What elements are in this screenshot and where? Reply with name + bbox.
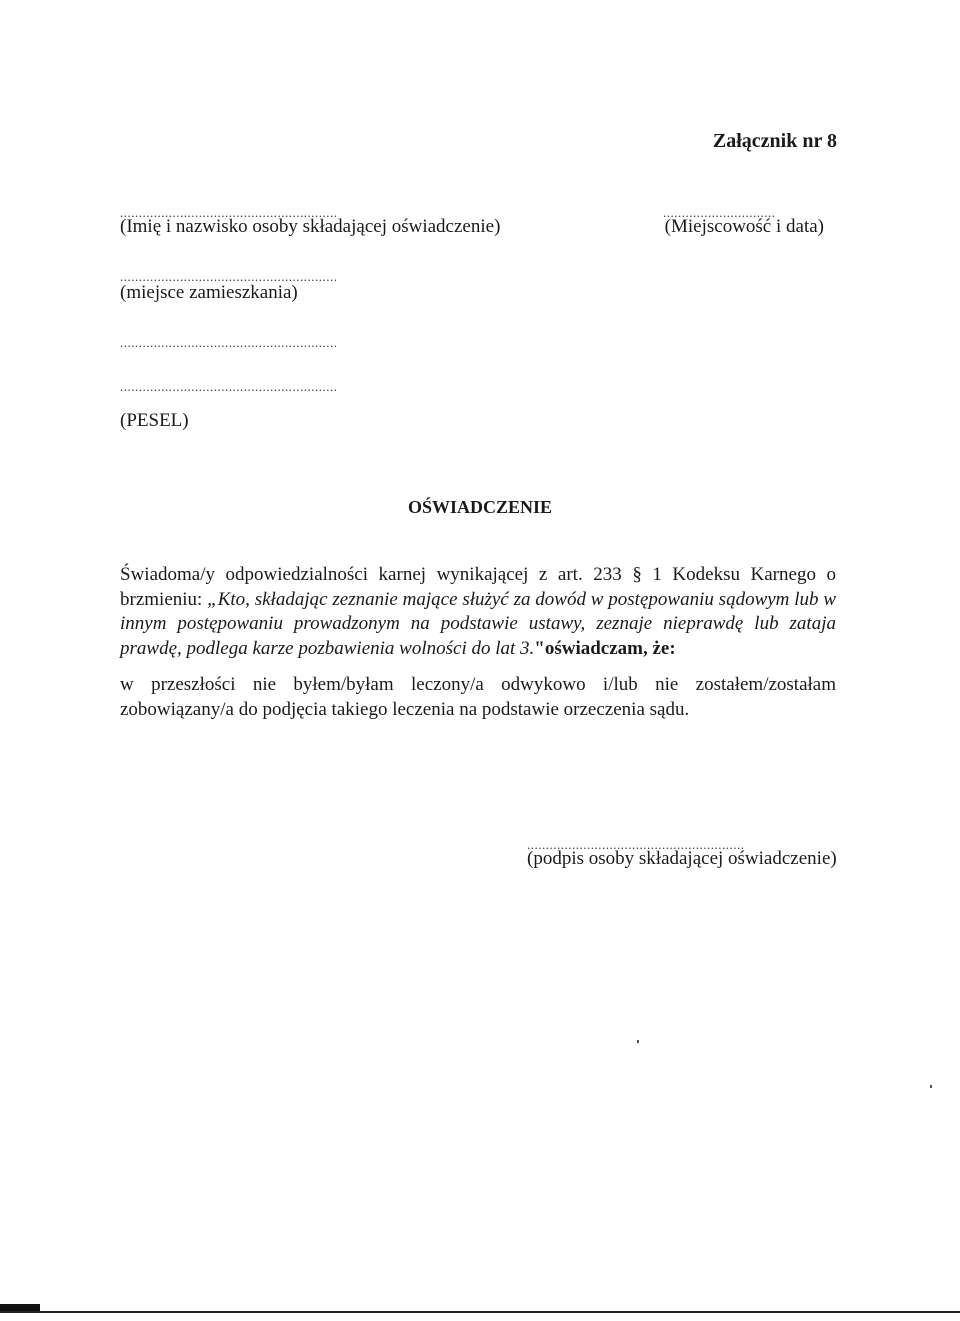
signature-dotted-line: ..........................................................	[527, 837, 745, 852]
scan-speck	[930, 1085, 932, 1088]
declaration-paragraph: w przeszłości nie byłem/byłam leczony/a odwykowo i/lub nie zostałem/zostałam zobowiązany/a do podjęcia takiego leczenia na podstawie orzeczenia sądu.	[120, 674, 836, 720]
scan-speck	[637, 1040, 639, 1043]
name-dotted-line: ..........................................................	[120, 205, 338, 220]
place-date-dotted-line: ..............................	[663, 205, 776, 220]
signature-label: (podpis osoby składającej oświadczenie)	[527, 848, 837, 869]
scan-bottom-edge	[0, 1311, 960, 1313]
annex-title: Załącznik nr 8	[712, 130, 837, 152]
name-label: (Imię i nazwisko osoby składającej oświadczenie)	[120, 216, 501, 237]
statement-declaration: "oświadczam, że:	[534, 637, 676, 659]
statement-intro: Świadoma/y odpowiedzialności karnej wynikającej z art. 233 § 1 Kodeksu Karnego o brzmieniu:	[120, 564, 836, 610]
statement-paragraph	[120, 563, 836, 661]
address-dotted-line: ..........................................................	[120, 335, 338, 350]
document-heading: OŚWIADCZENIE	[407, 497, 553, 517]
residence-dotted-line: ..........................................................	[120, 269, 338, 284]
statement-legal-quote: „Kto, składając zeznanie mające służyć za dowód w postępowaniu sądowym lub w innym postępowaniu prowadzonym na podstawie ustawy, zeznaje nieprawdę lub zataja prawdę, podlega karze pozbawienia wolności do lat 3.	[120, 588, 836, 659]
residence-label: (miejsce zamieszkania)	[120, 282, 298, 303]
pesel-dotted-line: ..........................................................	[120, 379, 338, 394]
place-date-label: (Miejscowość i data)	[664, 216, 824, 237]
pesel-label: (PESEL)	[120, 410, 189, 431]
